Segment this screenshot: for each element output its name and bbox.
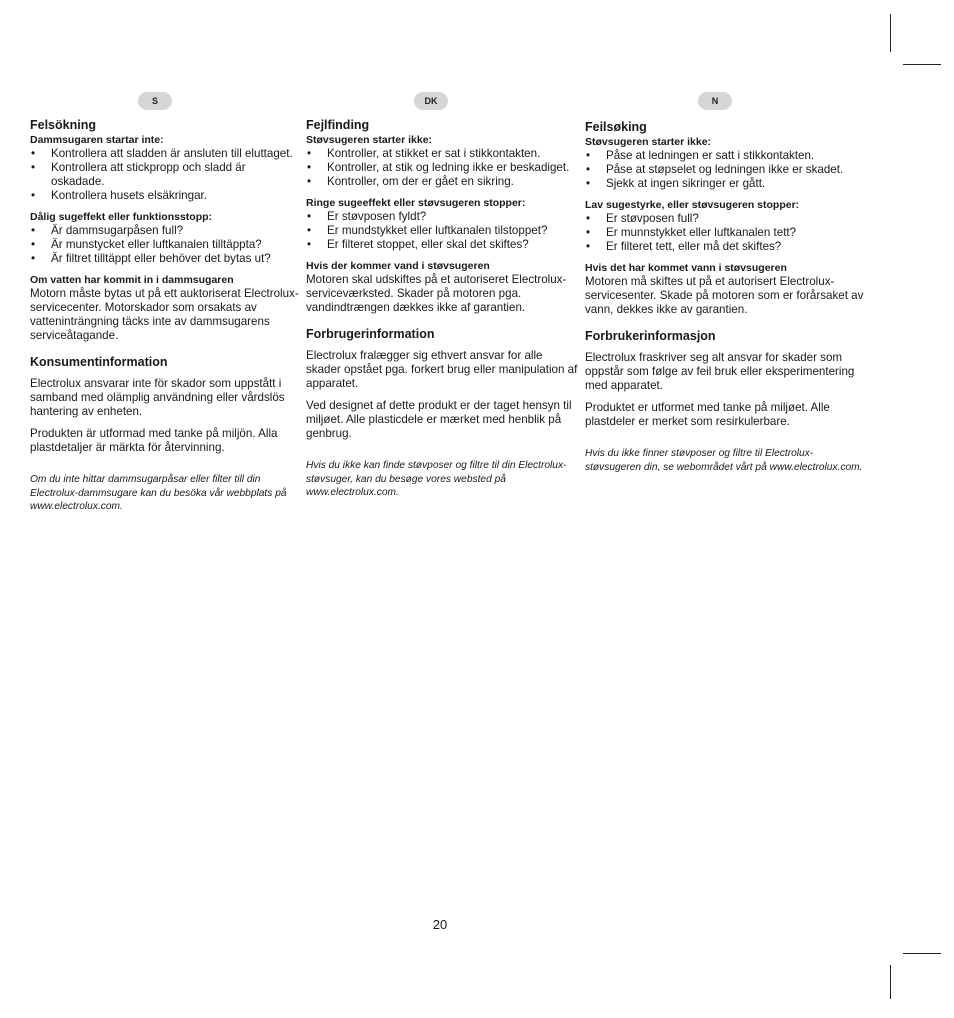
bullet-list [585,212,865,254]
list-item: • Är filtret tilltäppt eller behöver det bytas ut? [30,252,300,266]
subheading: Om vatten har kommit in i dammsugaren [30,274,234,286]
bullet-list [585,149,865,191]
list-item: • Påse at ledningen er satt i stikkontakten. [585,149,865,163]
paragraph: Motorn måste bytas ut på ett auktoriserat Electrolux-servicecenter. Motorskador som orsakats av vatteninträngning täcks inte av dammsugarens serviceåtagande. [30,287,299,342]
paragraph: Electrolux ansvarar inte för skador som uppstått i samband med olämplig användning eller vårdslös hantering av enheten. [30,377,285,418]
bullet-list [306,210,578,252]
bullet-list [30,147,300,203]
paragraph: Produkten är utformad med tanke på miljön. Alla plastdetaljer är märkta för återvinning. [30,427,278,454]
subheading: Hvis der kommer vand i støvsugeren [306,260,490,272]
paragraph: Electrolux fraskriver seg alt ansvar for skader som oppstår som følge av feil bruk eller eksperimentering med apparatet. [585,351,855,392]
note: Hvis du ikke finner støvposer og filtre til Electrolux-støvsugeren din, se webområdet vårt på www.electrolux.com. [585,448,863,473]
section-title: Forbrukerinformasjon [585,329,716,343]
subheading: Lav sugestyrke, eller støvsugeren stopper: [585,199,800,211]
subheading: Støvsugeren starter ikke: [306,134,433,146]
section-title: Feilsøking [585,120,647,134]
subheading: Ringe sugeeffekt eller støvsugeren stopper: [306,197,526,209]
list-item: • Kontroller, om der er gået en sikring. [306,175,578,189]
paragraph: Motoren må skiftes ut på et autorisert Electrolux-servicesenter. Skade på motoren som er forårsaket av vann, dekkes ikke av garantien. [585,275,864,316]
section-title: Forbrugerinformation [306,327,435,341]
list-item: • Är munstycket eller luftkanalen tilltäppta? [30,238,300,252]
list-item: • Påse at støpselet og ledningen ikke er skadet. [585,163,865,177]
note: Hvis du ikke kan finde støvposer og filtre til din Electrolux-støvsuger, kan du besøge vores websted på www.electrolux.com. [306,460,567,498]
crop-mark-bottom-horizontal [903,953,941,954]
subheading: Støvsugeren starter ikke: [585,136,712,148]
section-title: Konsumentinformation [30,355,168,369]
crop-mark-top-vertical [890,14,891,52]
crop-mark-top-horizontal [903,64,941,65]
language-badge: S [138,92,172,110]
section-title: Felsökning [30,118,96,132]
subheading: Dammsugaren startar inte: [30,134,164,146]
language-badge: DK [414,92,448,110]
list-item: • Kontrollera att stickpropp och sladd är oskadade. [30,161,300,189]
page-number: 20 [432,917,448,932]
list-item: • Är dammsugarpåsen full? [30,224,300,238]
list-item: • Kontrollera att sladden är ansluten till eluttaget. [30,147,300,161]
bullet-list [306,147,578,189]
subheading: Hvis det har kommet vann i støvsugeren [585,262,787,274]
crop-mark-bottom-vertical [890,965,891,999]
list-item: • Kontroller, at stik og ledning ikke er beskadiget. [306,161,578,175]
paragraph: Produktet er utformet med tanke på miljøet. Alle plastdeler er merket som resirkulerbare. [585,401,830,428]
bullet-list [30,224,300,266]
paragraph: Motoren skal udskiftes på et autoriseret Electrolux-serviceværksted. Skader på motoren pga. vandindtrængen dækkes ikke af garantien. [306,273,567,314]
list-item: • Er støvposen fyldt? [306,210,578,224]
list-item: • Kontrollera husets elsäkringar. [30,189,300,203]
language-badge: N [698,92,732,110]
list-item: • Kontroller, at stikket er sat i stikkontakten. [306,147,578,161]
list-item: • Er mundstykket eller luftkanalen tilstoppet? [306,224,578,238]
note: Om du inte hittar dammsugarpåsar eller filter till din Electrolux-dammsugare kan du besöka vår webbplats på www.electrolux.com. [30,474,287,512]
list-item: • Er filteret stoppet, eller skal det skiftes? [306,238,578,252]
list-item: • Er filteret tett, eller må det skiftes? [585,240,865,254]
section-title: Fejlfinding [306,118,370,132]
paragraph: Electrolux fralægger sig ethvert ansvar for alle skader opstået pga. forkert brug eller manipulation af apparatet. [306,349,578,390]
list-item: • Sjekk at ingen sikringer er gått. [585,177,865,191]
list-item: • Er munnstykket eller luftkanalen tett? [585,226,865,240]
paragraph: Ved designet af dette produkt er der taget hensyn til miljøet. Alle plasticdele er mærket med henblik på genbrug. [306,399,572,440]
list-item: • Er støvposen full? [585,212,865,226]
subheading: Dålig sugeffekt eller funktionsstopp: [30,211,213,223]
